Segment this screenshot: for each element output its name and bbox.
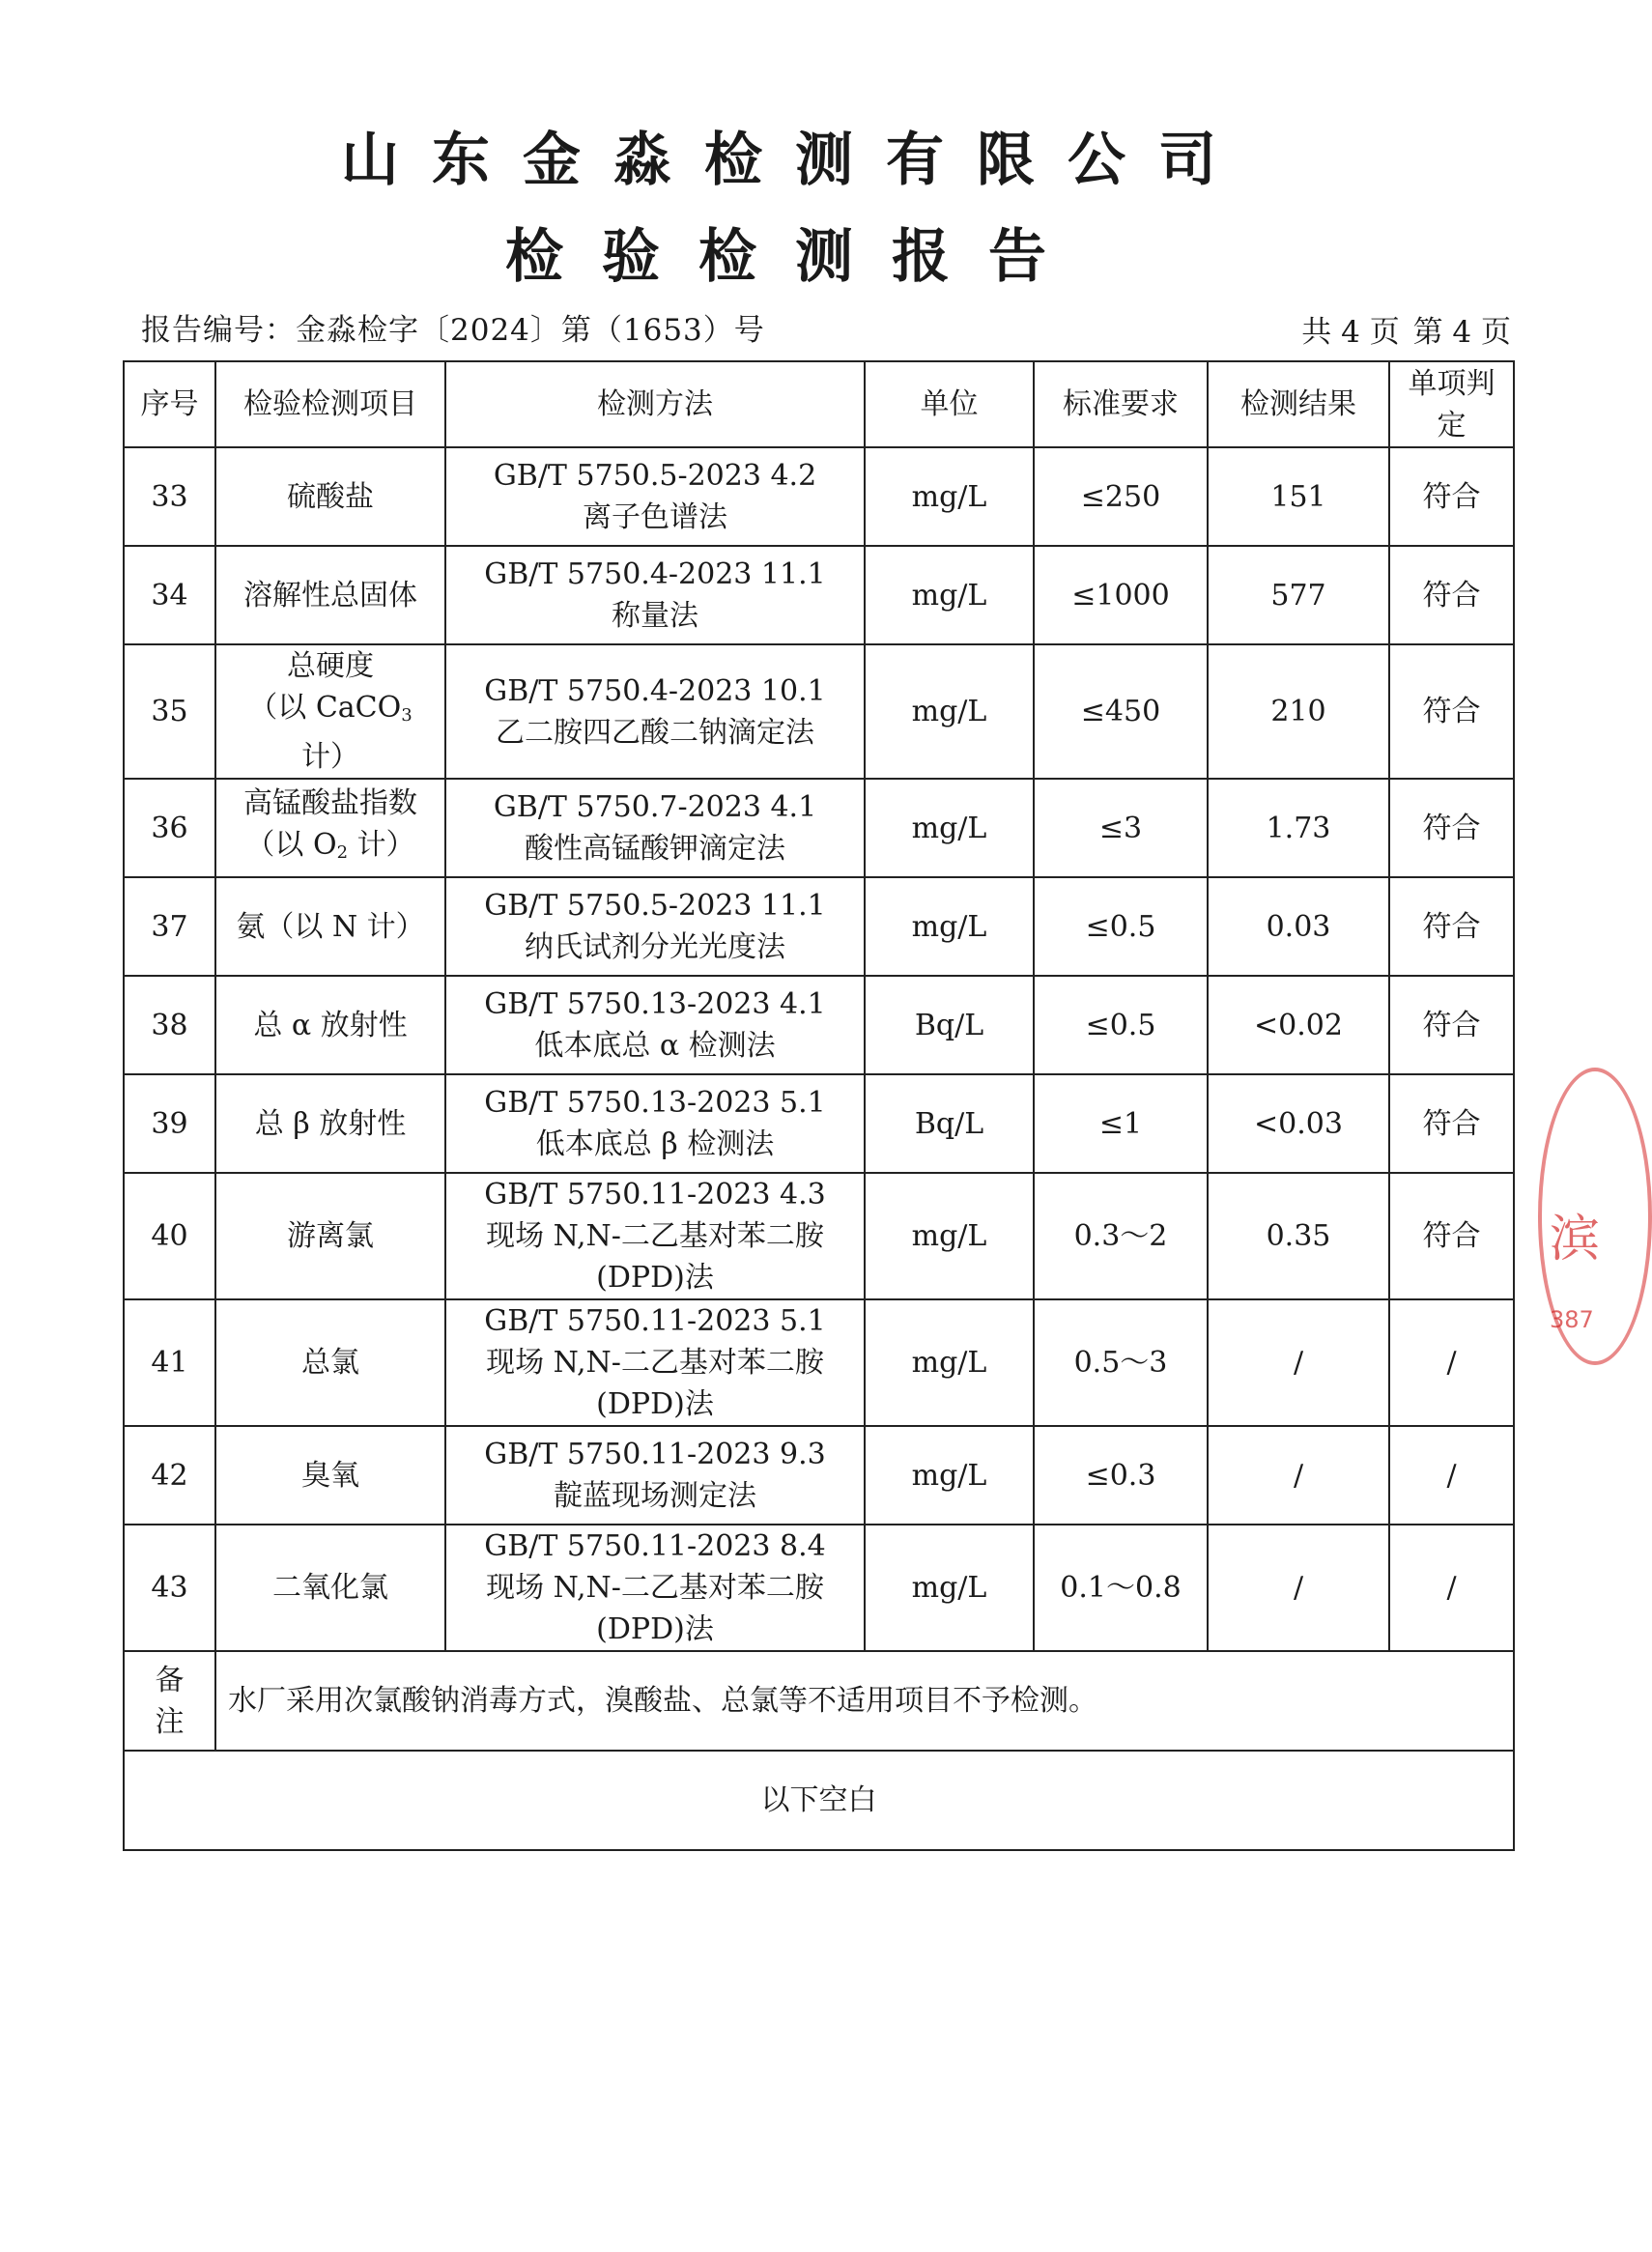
row-method: GB/T 5750.5-2023 4.2 离子色谱法 bbox=[445, 447, 865, 546]
row-result: / bbox=[1208, 1299, 1389, 1426]
row-judgement: 符合 bbox=[1389, 447, 1514, 546]
header-no: 序号 bbox=[124, 361, 215, 447]
row-unit: mg/L bbox=[865, 644, 1034, 779]
table-row bbox=[124, 644, 1514, 779]
note-row bbox=[124, 1651, 1514, 1751]
table-row bbox=[124, 546, 1514, 644]
report-number: 报告编号：金淼检字〔2024〕第（1653）号 bbox=[141, 313, 765, 348]
row-item: 硫酸盐 bbox=[215, 447, 445, 546]
row-judgement: / bbox=[1389, 1525, 1514, 1651]
table-header-row bbox=[124, 361, 1514, 447]
row-result: <0.02 bbox=[1208, 976, 1389, 1074]
row-item: 总氯 bbox=[215, 1299, 445, 1426]
row-item: 游离氯 bbox=[215, 1173, 445, 1299]
row-item: 二氧化氯 bbox=[215, 1525, 445, 1651]
note-label: 备 注 bbox=[124, 1651, 215, 1751]
note-text: 水厂采用次氯酸钠消毒方式，溴酸盐、总氯等不适用项目不予检测。 bbox=[215, 1651, 1514, 1751]
row-judgement: 符合 bbox=[1389, 779, 1514, 877]
row-unit: mg/L bbox=[865, 1299, 1034, 1426]
row-standard: ≤0.3 bbox=[1034, 1426, 1208, 1525]
row-unit: mg/L bbox=[865, 546, 1034, 644]
row-method: GB/T 5750.7-2023 4.1 酸性高锰酸钾滴定法 bbox=[445, 779, 865, 877]
row-judgement: 符合 bbox=[1389, 546, 1514, 644]
row-standard: 0.3～2 bbox=[1034, 1173, 1208, 1299]
row-item: 氨（以 N 计） bbox=[215, 877, 445, 976]
row-result: 1.73 bbox=[1208, 779, 1389, 877]
row-result: / bbox=[1208, 1426, 1389, 1525]
row-judgement: / bbox=[1389, 1299, 1514, 1426]
blank-row bbox=[124, 1751, 1514, 1850]
table-row bbox=[124, 877, 1514, 976]
row-unit: Bq/L bbox=[865, 1074, 1034, 1173]
page-current: 第 4 页 bbox=[1412, 315, 1511, 350]
row-no: 34 bbox=[124, 546, 215, 644]
row-unit: mg/L bbox=[865, 447, 1034, 546]
row-judgement: 符合 bbox=[1389, 1074, 1514, 1173]
row-method: GB/T 5750.4-2023 10.1 乙二胺四乙酸二钠滴定法 bbox=[445, 644, 865, 779]
row-judgement: / bbox=[1389, 1426, 1514, 1525]
row-item: 总硬度 （以 CaCO$_3$ 计） bbox=[215, 644, 445, 779]
row-result: 0.03 bbox=[1208, 877, 1389, 976]
row-unit: mg/L bbox=[865, 877, 1034, 976]
row-result: 151 bbox=[1208, 447, 1389, 546]
row-standard: ≤0.5 bbox=[1034, 976, 1208, 1074]
row-standard: ≤1000 bbox=[1034, 546, 1208, 644]
row-result: 210 bbox=[1208, 644, 1389, 779]
row-method: GB/T 5750.11-2023 4.3 现场 N,N-二乙基对苯二胺 (DPD)法 bbox=[445, 1173, 865, 1299]
header-standard: 标准要求 bbox=[1034, 361, 1208, 447]
table-row bbox=[124, 1426, 1514, 1525]
page-total: 共 4 页 bbox=[1301, 315, 1400, 350]
row-standard: ≤3 bbox=[1034, 779, 1208, 877]
row-no: 40 bbox=[124, 1173, 215, 1299]
row-judgement: 符合 bbox=[1389, 1173, 1514, 1299]
row-unit: Bq/L bbox=[865, 976, 1034, 1074]
row-judgement: 符合 bbox=[1389, 644, 1514, 779]
page-info bbox=[1297, 307, 1511, 351]
table-row bbox=[124, 1525, 1514, 1651]
table-row bbox=[124, 779, 1514, 877]
header-result: 检测结果 bbox=[1208, 361, 1389, 447]
header-unit: 单位 bbox=[865, 361, 1034, 447]
report-title: 检验检测报告 bbox=[505, 223, 1085, 291]
row-unit: mg/L bbox=[865, 1525, 1034, 1651]
row-item: 总 β 放射性 bbox=[215, 1074, 445, 1173]
row-standard: 0.1～0.8 bbox=[1034, 1525, 1208, 1651]
row-item: 总 α 放射性 bbox=[215, 976, 445, 1074]
company-title: 山东金淼检测有限公司 bbox=[341, 127, 1249, 194]
row-judgement: 符合 bbox=[1389, 877, 1514, 976]
row-no: 37 bbox=[124, 877, 215, 976]
row-no: 38 bbox=[124, 976, 215, 1074]
table-row bbox=[124, 976, 1514, 1074]
seal-character: 滨 bbox=[1550, 1211, 1601, 1269]
row-result: 577 bbox=[1208, 546, 1389, 644]
row-standard: ≤250 bbox=[1034, 447, 1208, 546]
header-judgement: 单项判定 bbox=[1389, 361, 1514, 447]
row-no: 43 bbox=[124, 1525, 215, 1651]
blank-text: 以下空白 bbox=[124, 1751, 1514, 1850]
row-result: / bbox=[1208, 1525, 1389, 1651]
row-method: GB/T 5750.11-2023 9.3 靛蓝现场测定法 bbox=[445, 1426, 865, 1525]
row-standard: ≤450 bbox=[1034, 644, 1208, 779]
row-no: 35 bbox=[124, 644, 215, 779]
table-row bbox=[124, 447, 1514, 546]
table-row bbox=[124, 1173, 1514, 1299]
row-method: GB/T 5750.13-2023 4.1 低本底总 α 检测法 bbox=[445, 976, 865, 1074]
row-unit: mg/L bbox=[865, 1173, 1034, 1299]
results-table bbox=[123, 360, 1515, 1851]
table-row bbox=[124, 1074, 1514, 1173]
row-item: 臭氧 bbox=[215, 1426, 445, 1525]
row-method: GB/T 5750.11-2023 8.4 现场 N,N-二乙基对苯二胺 (DPD)法 bbox=[445, 1525, 865, 1651]
row-standard: ≤0.5 bbox=[1034, 877, 1208, 976]
row-standard: ≤1 bbox=[1034, 1074, 1208, 1173]
header-method: 检测方法 bbox=[445, 361, 865, 447]
row-no: 36 bbox=[124, 779, 215, 877]
row-item: 高锰酸盐指数 （以 $O_2$ 计） bbox=[215, 779, 445, 877]
row-standard: 0.5～3 bbox=[1034, 1299, 1208, 1426]
row-no: 41 bbox=[124, 1299, 215, 1426]
row-unit: mg/L bbox=[865, 779, 1034, 877]
row-no: 39 bbox=[124, 1074, 215, 1173]
row-method: GB/T 5750.5-2023 11.1 纳氏试剂分光光度法 bbox=[445, 877, 865, 976]
row-result: <0.03 bbox=[1208, 1074, 1389, 1173]
header-item: 检验检测项目 bbox=[215, 361, 445, 447]
row-method: GB/T 5750.13-2023 5.1 低本底总 β 检测法 bbox=[445, 1074, 865, 1173]
row-item: 溶解性总固体 bbox=[215, 546, 445, 644]
seal-number: 387 bbox=[1550, 1306, 1594, 1333]
row-method: GB/T 5750.11-2023 5.1 现场 N,N-二乙基对苯二胺 (DPD)法 bbox=[445, 1299, 865, 1426]
row-no: 42 bbox=[124, 1426, 215, 1525]
row-method: GB/T 5750.4-2023 11.1 称量法 bbox=[445, 546, 865, 644]
row-judgement: 符合 bbox=[1389, 976, 1514, 1074]
table-row bbox=[124, 1299, 1514, 1426]
row-result: 0.35 bbox=[1208, 1173, 1389, 1299]
row-no: 33 bbox=[124, 447, 215, 546]
row-unit: mg/L bbox=[865, 1426, 1034, 1525]
